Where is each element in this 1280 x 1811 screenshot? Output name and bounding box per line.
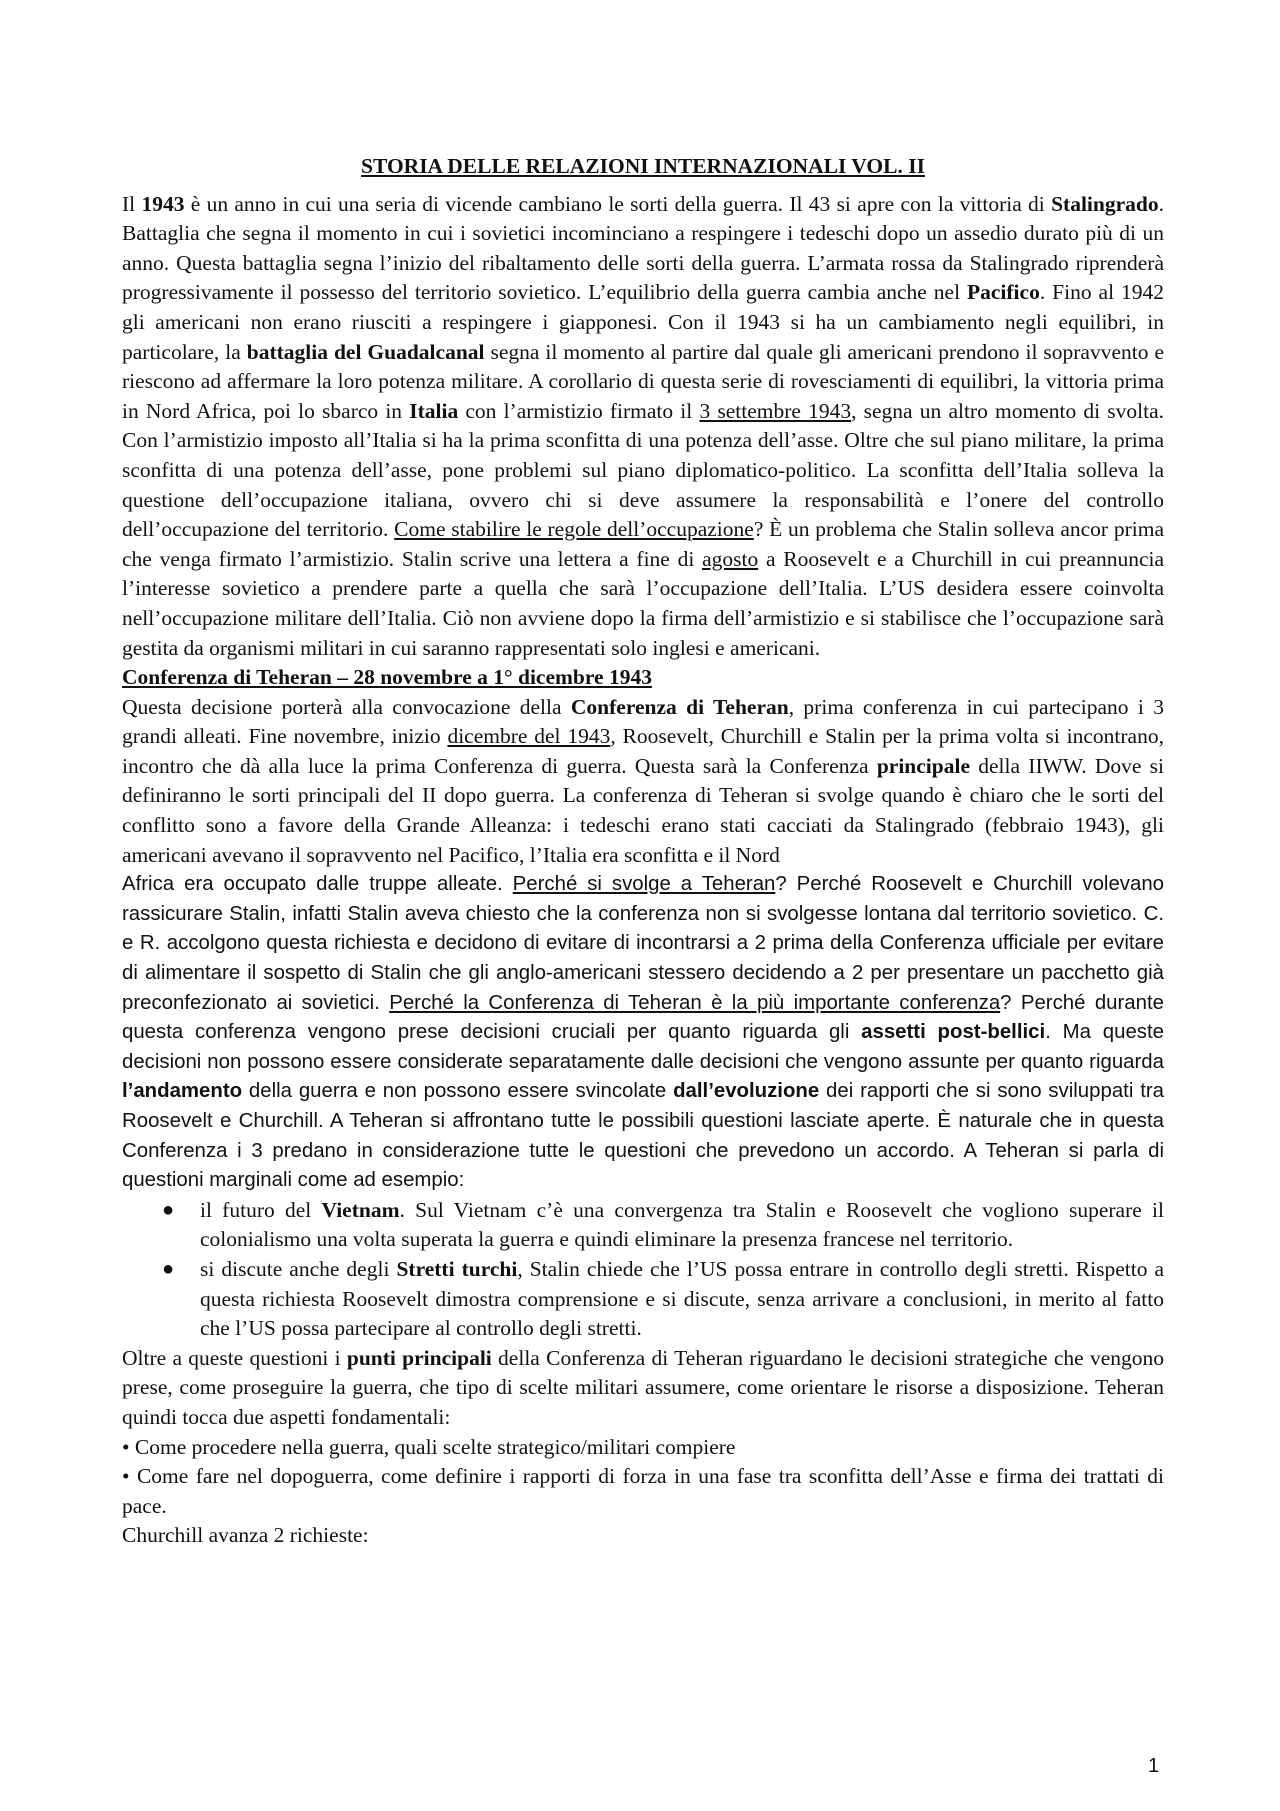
paragraph-teheran-reasons: Africa era occupato dalle truppe alleate. Perché si svolge a Teheran? Perché Roosevelt e Churchill volevano rassicurare Stalin, infatti Stalin aveva chiesto che la conferenza non si svolgesse lontana dal territorio sovietico. C. e R. accolgono questa richiesta e decidono di evitare di incontrarsi a 2 prima della Conferenza ufficiale per evitare di alimentare il sospetto di Stalin che gli anglo-americani stessero decidendo a 2 per presentare un pacchetto già preconfezionato ai sovietici. Perché la Conferenza di Teheran è la più importante conferenza? Perché durante questa conferenza vengono prese decisioni cruciali per quanto riguarda gli assetti post-bellici. Ma queste decisioni non possono essere considerate separatamente dalle decisioni che vengono assunte per quanto riguarda l’andamento della guerra e non possono essere svincolate dall’evoluzione dei rapporti che si sono sviluppati tra Roosevelt e Churchill. A Teheran si affrontano tutte le possibili questioni lasciate aperte. È naturale che in questa Conferenza i 3 predano in considerazione tutte le questioni che prevedono un accordo. A Teheran si parla di questioni marginali come ad esempio:	[122, 873, 1165, 1192]
paragraph-punti-principali: Oltre a queste questioni i punti principali della Conferenza di Teheran riguardano le decisioni strategiche che vengono prese, come proseguire la guerra, che tipo di scelte militari assumere, come orientare le risorse a disposizione. Teheran quindi tocca due aspetti fondamentali:	[122, 1345, 1164, 1429]
list-item: ● il futuro del Vietnam. Sul Vietnam c’è una convergenza tra Stalin e Roosevelt che vogliono superare il colonialismo una volta superata la guerra e quindi eliminare la presenza francese nel territorio.	[162, 1197, 1164, 1252]
bullet-list	[122, 1196, 1164, 1344]
paragraph-teheran-intro: Questa decisione porterà alla convocazione della Conferenza di Teheran, prima conferenza in cui partecipano i 3 grandi alleati. Fine novembre, inizio dicembre del 1943, Roosevelt, Churchill e Stalin per la prima volta si incontrano, incontro che dà alla luce la prima Conferenza di guerra. Questa sarà la Conferenza principale della IIWW. Dove si definiranno le sorti principali del II dopo guerra. La conferenza di Teheran si svolge quando è chiaro che le sorti del conflitto sono a favore della Grande Alleanza: i tedeschi erano stati cacciati da Stalingrado (febbraio 1943), gli americani avevano il sopravvento nel Pacifico, l’Italia era sconfitta e il Nord	[122, 694, 1165, 867]
list-item: • Come procedere nella guerra, quali scelte strategico/militari compiere	[122, 1434, 736, 1459]
bullet-icon: ●	[162, 1257, 175, 1280]
bullet-icon: ●	[162, 1198, 175, 1221]
paragraph-churchill: Churchill avanza 2 richieste:	[122, 1523, 369, 1548]
paragraph-1943: Il 1943 è un anno in cui una seria di vicende cambiano le sorti della guerra. Il 43 si apre con la vittoria di Stalingrado. Battaglia che segna il momento in cui i sovietici incominciano a respingere i tedeschi dopo un assedio durato più di un anno. Questa battaglia segna l’inizio del ribaltamento delle sorti della guerra. L’armata rossa da Stalingrado riprenderà progressivamente il possesso del territorio sovietico. L’equilibrio della guerra cambia anche nel Pacifico. Fino al 1942 gli americani non erano riusciti a respingere i giapponesi. Con il 1943 si ha un cambiamento negli equilibri, in particolare, la battaglia del Guadalcanal segna il momento al partire dal quale gli americani prendono il sopravvento e riescono ad affermare la loro potenza militare. A corollario di questa serie di rovesciamenti di equilibri, la vittoria prima in Nord Africa, poi lo sbarco in Italia con l’armistizio firmato il 3 settembre 1943, segna un altro momento di svolta. Con l’armistizio imposto all’Italia si ha la prima sconfitta di una potenza dell’asse. Oltre che sul piano militare, la prima sconfitta di una potenza dell’asse, pone problemi sul piano diplomatico-politico. La sconfitta dell’Italia solleva la questione dell’occupazione italiana, ovvero chi si deve assumere la responsabilità e l’onere del controllo dell’occupazione del territorio. Come stabilire le regole dell’occupazione? È un problema che Stalin solleva ancor prima che venga firmato l’armistizio. Stalin scrive una lettera a fine di agosto a Roosevelt e a Churchill in cui preannuncia l’interesse sovietico a prendere parte a quella che sarà l’occupazione dell’Italia. L’US desidera essere coinvolta nell’occupazione militare dell’Italia. Ciò non avviene dopo la firma dell’armistizio e si stabilisce che l’occupazione sarà gestita da organismi militari in cui saranno rappresentati solo inglesi e americani.	[122, 191, 1165, 660]
document-title: STORIA DELLE RELAZIONI INTERNAZIONALI VOL. II	[361, 154, 925, 178]
page-content	[122, 152, 1164, 1551]
list-item: • Come fare nel dopoguerra, come definire i rapporti di forza in una fase tra sconfitta dell’Asse e firma dei trattati di pace.	[122, 1464, 1164, 1518]
list-item: ● si discute anche degli Stretti turchi, Stalin chiede che l’US possa entrare in controllo degli stretti. Rispetto a questa richiesta Roosevelt dimostra comprensione e si discute, senza arrivare a conclusioni, in merito al fatto che l’US possa partecipare al controllo degli stretti.	[162, 1256, 1165, 1341]
page-number: 1	[1148, 1755, 1160, 1777]
section-heading-teheran: Conferenza di Teheran – 28 novembre a 1° dicembre 1943	[122, 665, 652, 690]
